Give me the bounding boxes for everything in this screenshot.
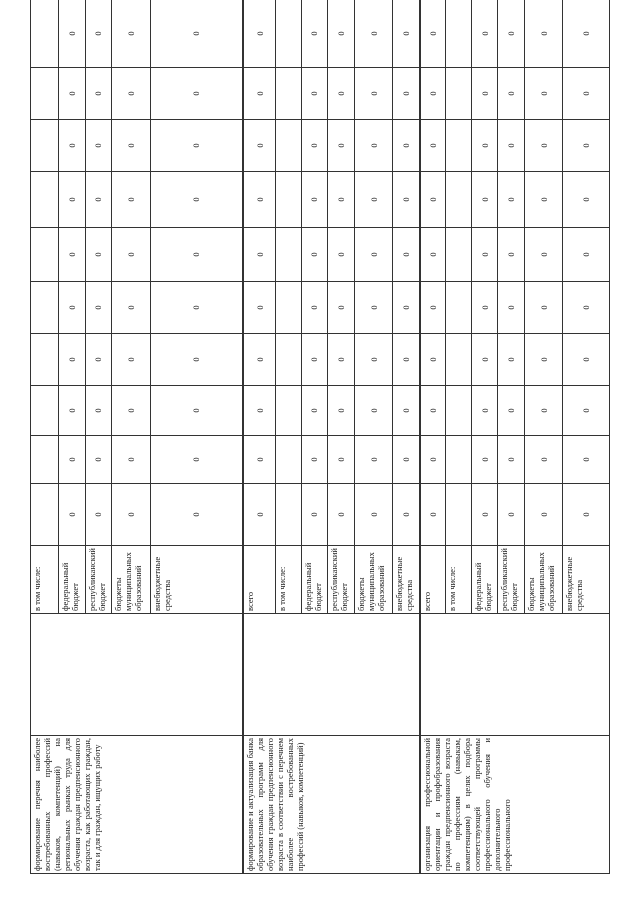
value-cell: 0 <box>150 334 243 386</box>
value-cell: 0 <box>498 68 525 120</box>
value-cell <box>276 0 302 68</box>
funding-source-label: в том числе: <box>446 546 472 614</box>
value-cell: 0 <box>85 334 112 386</box>
section-description: организация профессиональной ориентации и профобразования граждан предпенсионного возраста по профессиям (навыкам, компетенциям) в целях подбора соответствующей программы профессионального обучения и дополнительного профессионального <box>420 736 609 874</box>
value-cell <box>31 228 59 282</box>
value-cell: 0 <box>85 120 112 172</box>
executor-cell <box>243 614 420 736</box>
value-cell <box>31 386 59 436</box>
value-cell: 0 <box>393 334 420 386</box>
value-cell: 0 <box>301 282 328 334</box>
value-cell: 0 <box>525 386 563 436</box>
value-cell: 0 <box>563 386 610 436</box>
value-cell: 0 <box>563 334 610 386</box>
value-cell: 0 <box>525 0 563 68</box>
value-cell: 0 <box>354 436 392 484</box>
value-cell: 0 <box>498 334 525 386</box>
value-cell: 0 <box>354 68 392 120</box>
value-cell: 0 <box>150 68 243 120</box>
value-cell: 0 <box>563 120 610 172</box>
funding-source-label: внебюджетные средства <box>563 546 610 614</box>
value-cell: 0 <box>393 68 420 120</box>
value-cell: 0 <box>112 484 150 546</box>
section-description: формирование перечня наиболее востребованных профессий (навыков, компетенций) на региональных рынках труда для обучения граждан предпенсионного возраста, как работающих граждан, так и для граждан, ищущих работу <box>31 736 244 874</box>
value-cell <box>446 228 472 282</box>
value-cell: 0 <box>243 282 276 334</box>
value-cell: 0 <box>525 120 563 172</box>
rotated-table-container <box>30 0 610 874</box>
value-cell: 0 <box>420 68 446 120</box>
table-body <box>31 0 610 874</box>
value-cell: 0 <box>301 334 328 386</box>
funding-source-label: республиканский бюджет <box>328 546 355 614</box>
value-cell <box>31 334 59 386</box>
value-cell: 0 <box>150 228 243 282</box>
value-cell: 0 <box>85 0 112 68</box>
value-cell: 0 <box>112 172 150 228</box>
value-cell <box>276 484 302 546</box>
value-cell: 0 <box>498 120 525 172</box>
value-cell: 0 <box>471 436 498 484</box>
value-cell <box>31 436 59 484</box>
value-cell <box>276 386 302 436</box>
value-cell <box>446 120 472 172</box>
value-cell: 0 <box>243 120 276 172</box>
value-cell: 0 <box>150 120 243 172</box>
value-cell <box>446 0 472 68</box>
value-cell: 0 <box>58 172 85 228</box>
value-cell: 0 <box>525 68 563 120</box>
value-cell: 0 <box>498 484 525 546</box>
funding-source-label: бюджеты муниципальных образований <box>112 546 150 614</box>
value-cell <box>31 120 59 172</box>
value-cell: 0 <box>525 172 563 228</box>
value-cell: 0 <box>354 0 392 68</box>
value-cell: 0 <box>85 386 112 436</box>
value-cell: 0 <box>112 282 150 334</box>
value-cell <box>446 334 472 386</box>
funding-source-label: республиканский бюджет <box>498 546 525 614</box>
value-cell: 0 <box>563 484 610 546</box>
value-cell <box>276 228 302 282</box>
funding-source-label: всего <box>420 546 446 614</box>
value-cell: 0 <box>498 172 525 228</box>
value-cell: 0 <box>328 228 355 282</box>
value-cell: 0 <box>301 120 328 172</box>
value-cell: 0 <box>58 120 85 172</box>
value-cell: 0 <box>328 0 355 68</box>
value-cell: 0 <box>393 386 420 436</box>
value-cell: 0 <box>112 334 150 386</box>
value-cell: 0 <box>58 436 85 484</box>
value-cell <box>31 68 59 120</box>
value-cell: 0 <box>58 484 85 546</box>
value-cell: 0 <box>563 228 610 282</box>
funding-source-label: республиканский бюджет <box>85 546 112 614</box>
value-cell <box>276 282 302 334</box>
value-cell: 0 <box>328 68 355 120</box>
value-cell: 0 <box>354 172 392 228</box>
value-cell: 0 <box>354 386 392 436</box>
value-cell: 0 <box>420 334 446 386</box>
value-cell: 0 <box>301 228 328 282</box>
value-cell: 0 <box>420 386 446 436</box>
value-cell: 0 <box>58 334 85 386</box>
value-cell: 0 <box>525 484 563 546</box>
value-cell: 0 <box>243 228 276 282</box>
value-cell: 0 <box>563 0 610 68</box>
value-cell: 0 <box>498 228 525 282</box>
value-cell: 0 <box>420 172 446 228</box>
budget-table <box>30 0 610 874</box>
value-cell: 0 <box>301 386 328 436</box>
value-cell: 0 <box>301 172 328 228</box>
value-cell: 0 <box>58 228 85 282</box>
value-cell: 0 <box>393 484 420 546</box>
value-cell: 0 <box>328 484 355 546</box>
value-cell: 0 <box>420 282 446 334</box>
value-cell: 0 <box>471 484 498 546</box>
value-cell: 0 <box>471 228 498 282</box>
value-cell <box>446 68 472 120</box>
value-cell: 0 <box>328 172 355 228</box>
value-cell: 0 <box>150 282 243 334</box>
value-cell: 0 <box>301 484 328 546</box>
value-cell: 0 <box>301 68 328 120</box>
value-cell: 0 <box>471 334 498 386</box>
value-cell: 0 <box>58 386 85 436</box>
funding-source-label: внебюджетные средства <box>150 546 243 614</box>
value-cell: 0 <box>328 386 355 436</box>
value-cell: 0 <box>243 436 276 484</box>
value-cell: 0 <box>498 0 525 68</box>
value-cell: 0 <box>525 334 563 386</box>
value-cell: 0 <box>393 282 420 334</box>
value-cell: 0 <box>85 436 112 484</box>
value-cell: 0 <box>85 228 112 282</box>
value-cell: 0 <box>85 68 112 120</box>
value-cell: 0 <box>525 228 563 282</box>
value-cell <box>446 484 472 546</box>
table-row <box>243 0 276 874</box>
value-cell: 0 <box>85 282 112 334</box>
value-cell: 0 <box>525 282 563 334</box>
value-cell: 0 <box>393 172 420 228</box>
value-cell: 0 <box>471 172 498 228</box>
funding-source-label: федеральный бюджет <box>471 546 498 614</box>
value-cell: 0 <box>498 282 525 334</box>
value-cell: 0 <box>328 282 355 334</box>
executor-cell <box>420 614 609 736</box>
value-cell: 0 <box>563 68 610 120</box>
value-cell <box>276 68 302 120</box>
value-cell: 0 <box>420 120 446 172</box>
value-cell: 0 <box>471 386 498 436</box>
value-cell <box>446 386 472 436</box>
section-description: формирование и актуализация банка образовательных программ для обучения граждан предпенсионного возраста в соответствии с перечнем наиболее востребованных профессий (навыков, компетенций) <box>243 736 420 874</box>
value-cell: 0 <box>243 334 276 386</box>
value-cell: 0 <box>112 0 150 68</box>
executor-cell <box>31 614 244 736</box>
value-cell: 0 <box>112 386 150 436</box>
value-cell: 0 <box>393 120 420 172</box>
value-cell: 0 <box>471 282 498 334</box>
value-cell: 0 <box>150 0 243 68</box>
value-cell: 0 <box>498 436 525 484</box>
value-cell <box>31 0 59 68</box>
value-cell <box>276 172 302 228</box>
value-cell: 0 <box>420 436 446 484</box>
value-cell: 0 <box>243 484 276 546</box>
value-cell <box>446 436 472 484</box>
value-cell: 0 <box>393 0 420 68</box>
value-cell: 0 <box>328 436 355 484</box>
value-cell: 0 <box>328 120 355 172</box>
value-cell: 0 <box>112 436 150 484</box>
value-cell: 0 <box>112 120 150 172</box>
value-cell <box>446 172 472 228</box>
value-cell: 0 <box>58 282 85 334</box>
funding-source-label: федеральный бюджет <box>301 546 328 614</box>
value-cell: 0 <box>243 172 276 228</box>
value-cell: 0 <box>301 436 328 484</box>
funding-source-label: всего <box>243 546 276 614</box>
table-row <box>31 0 59 874</box>
value-cell: 0 <box>112 228 150 282</box>
funding-source-label: внебюджетные средства <box>393 546 420 614</box>
value-cell: 0 <box>354 334 392 386</box>
value-cell <box>31 484 59 546</box>
value-cell: 0 <box>563 282 610 334</box>
value-cell: 0 <box>328 334 355 386</box>
value-cell: 0 <box>58 68 85 120</box>
value-cell: 0 <box>420 0 446 68</box>
value-cell <box>276 120 302 172</box>
value-cell: 0 <box>393 436 420 484</box>
value-cell: 0 <box>498 386 525 436</box>
value-cell: 0 <box>354 484 392 546</box>
funding-source-label: бюджеты муниципальных образований <box>525 546 563 614</box>
value-cell <box>446 282 472 334</box>
value-cell: 0 <box>420 228 446 282</box>
value-cell: 0 <box>354 120 392 172</box>
value-cell: 0 <box>58 0 85 68</box>
value-cell: 0 <box>471 0 498 68</box>
value-cell <box>276 436 302 484</box>
value-cell: 0 <box>85 172 112 228</box>
funding-source-label: федеральный бюджет <box>58 546 85 614</box>
value-cell <box>31 172 59 228</box>
value-cell: 0 <box>563 172 610 228</box>
value-cell: 0 <box>471 68 498 120</box>
funding-source-label: в том числе: <box>276 546 302 614</box>
table-row <box>420 0 446 874</box>
value-cell: 0 <box>354 228 392 282</box>
value-cell: 0 <box>420 484 446 546</box>
value-cell <box>276 334 302 386</box>
value-cell: 0 <box>85 484 112 546</box>
value-cell: 0 <box>563 436 610 484</box>
value-cell: 0 <box>150 386 243 436</box>
value-cell: 0 <box>243 386 276 436</box>
value-cell: 0 <box>393 228 420 282</box>
value-cell: 0 <box>150 484 243 546</box>
value-cell: 0 <box>243 68 276 120</box>
value-cell: 0 <box>112 68 150 120</box>
value-cell: 0 <box>150 436 243 484</box>
value-cell: 0 <box>243 0 276 68</box>
value-cell: 0 <box>301 0 328 68</box>
value-cell: 0 <box>471 120 498 172</box>
funding-source-label: в том числе: <box>31 546 59 614</box>
value-cell: 0 <box>150 172 243 228</box>
value-cell: 0 <box>525 436 563 484</box>
value-cell: 0 <box>354 282 392 334</box>
funding-source-label: бюджеты муниципальных образований <box>354 546 392 614</box>
value-cell <box>31 282 59 334</box>
